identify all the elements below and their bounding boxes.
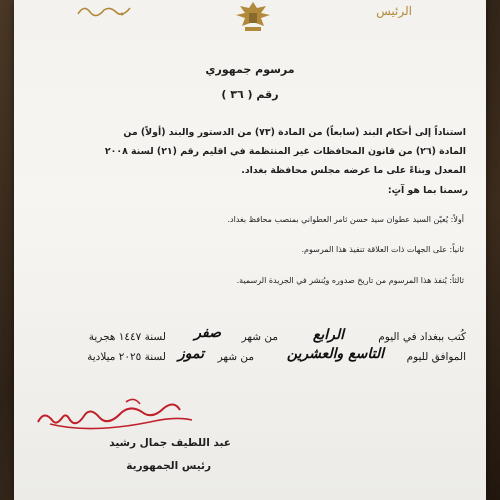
from-month-label-2: من شهر [217, 351, 254, 363]
year-greg-label: لسنة ٢٠٢٥ ميلادية [87, 351, 166, 363]
preamble-line-2: المادة (٢٦) من قانون المحافظات غير المنتظمة في اقليم رقم (٢١) لسنة ٢٠٠٨ [104, 146, 466, 157]
written-in-label: كُتب ببغداد في اليوم [378, 331, 466, 343]
article-1: أولاً: يُعيّن السيد عطوان سيد حسن ثامر العطواني بمنصب محافظ بغداد. [227, 215, 464, 224]
preamble-line-4: رسمنا بما هو آتٍ: [387, 185, 468, 196]
signatory-name: عبد اللطيف جمال رشيد [109, 437, 231, 449]
day-greg-handwritten: التاسع والعشرين [286, 346, 384, 362]
article-3: ثالثاً: يُنفذ هذا المرسوم من تاريخ صدوره ويُنشر في الجريدة الرسمية. [236, 276, 464, 285]
day-hijri-handwritten: الرابع [312, 327, 344, 343]
issuance-gregorian-line [54, 346, 466, 367]
preamble-line-1: استناداً إلى أحكام البند (سابعاً) من المادة (٧٣) من الدستور والبند (أولاً) من [123, 127, 466, 138]
handwritten-signature-icon [30, 392, 200, 440]
corresponding-label: الموافق لليوم [406, 351, 466, 363]
preamble-line-3: المعدل وبناءً على ما عرضه مجلس محافظة بغداد. [241, 165, 466, 176]
signatory-position: رئيس الجمهورية [126, 460, 211, 472]
from-month-label: من شهر [241, 331, 278, 343]
month-greg-handwritten: تموز [178, 346, 204, 362]
year-hijri-label: لسنة ١٤٤٧ هجرية [88, 331, 166, 343]
eagle-coat-of-arms-icon [228, 0, 278, 32]
presidency-logo: الرئيس [376, 4, 412, 18]
article-2: ثانياً: على الجهات ذات العلاقة تنفيذ هذا المرسوم. [301, 245, 464, 254]
issuance-hijri-line [54, 325, 466, 347]
decree-title: مرسوم جمهوري [205, 63, 295, 76]
gold-script-logo-icon [74, 2, 134, 18]
decree-document [14, 0, 486, 500]
decree-number: رقم ( ٣٦ ) [221, 88, 279, 101]
month-hijri-handwritten: صفر [194, 325, 221, 341]
